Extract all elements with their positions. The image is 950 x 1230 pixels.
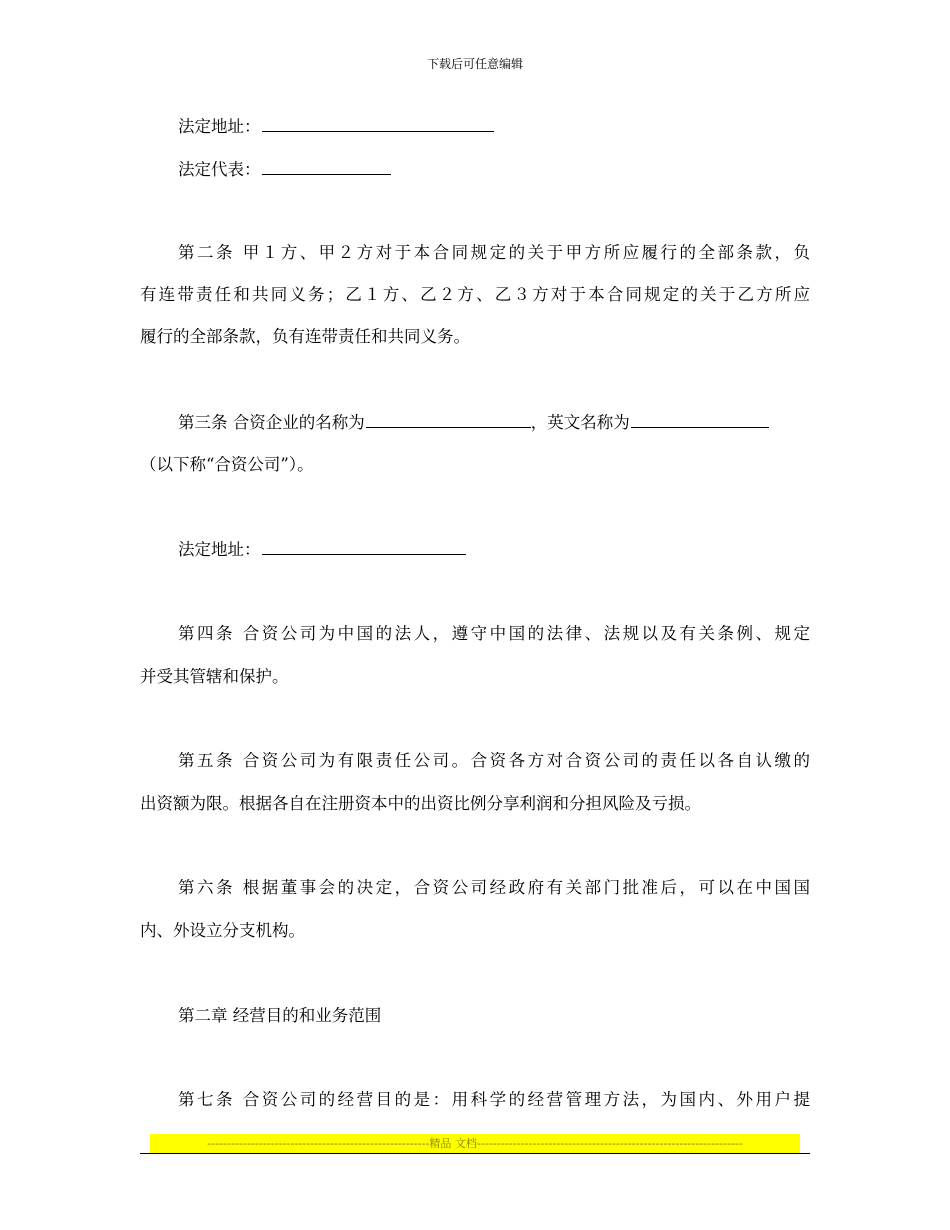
article-5-line-2: 出资额为限。根据各自在注册资本中的出资比例分享利润和分担风险及亏损。 [140, 794, 701, 813]
article-3-english-label: ，英文名称为 [530, 413, 630, 432]
legal-representative-line [178, 158, 810, 181]
article-5-line-1: 第五条 合资公司为有限责任公司。合资各方对合资公司的责任以各自认缴的 [178, 751, 810, 770]
article-2-line-2: 有连带责任和共同义务；乙１方、乙２方、乙３方对于本合同规定的关于乙方所应 [140, 285, 810, 304]
legal-address-blank[interactable] [262, 115, 494, 132]
article-4-line-1: 第四条 合资公司为中国的法人，遵守中国的法律、法规以及有关条例、规定 [178, 624, 810, 643]
article-6-line-1: 第六条 根据董事会的决定，合资公司经政府有关部门批准后，可以在中国国 [178, 878, 810, 897]
legal-address-blank-2[interactable] [262, 538, 466, 555]
footer-banner: --------------------------------------------------------精品 文档------------------------------------------------------------------- [150, 1134, 800, 1153]
article-3-line-2: （以下称“合资公司”）。 [140, 455, 314, 474]
article-7-line-1: 第七条 合资公司的经营目的是：用科学的经营管理方法，为国内、外用户提 [178, 1090, 810, 1109]
legal-representative-label: 法定代表： [178, 160, 261, 179]
article-2-line-3: 履行的全部条款，负有连带责任和共同义务。 [140, 327, 470, 346]
article-3-name-label: 第三条 合资企业的名称为 [178, 413, 365, 432]
footer-divider [140, 1153, 810, 1154]
chapter-2-heading: 第二章 经营目的和业务范围 [178, 1006, 382, 1025]
legal-representative-blank[interactable] [262, 158, 391, 175]
article-6-line-2: 内、外设立分支机构。 [140, 921, 305, 940]
legal-address-line-1 [178, 115, 810, 138]
article-4-line-2: 并受其管辖和保护。 [140, 667, 289, 686]
legal-address-label-2: 法定地址： [178, 540, 261, 559]
article-2-line-1: 第二条 甲１方、甲２方对于本合同规定的关于甲方所应履行的全部条款，负 [178, 243, 810, 262]
article-3-line-1 [178, 411, 810, 434]
legal-address-label: 法定地址： [178, 117, 261, 136]
company-name-blank[interactable] [366, 411, 531, 428]
english-name-blank[interactable] [631, 411, 769, 428]
legal-address-line-2 [178, 538, 810, 561]
page-header: 下载后可任意编辑 [426, 57, 523, 71]
